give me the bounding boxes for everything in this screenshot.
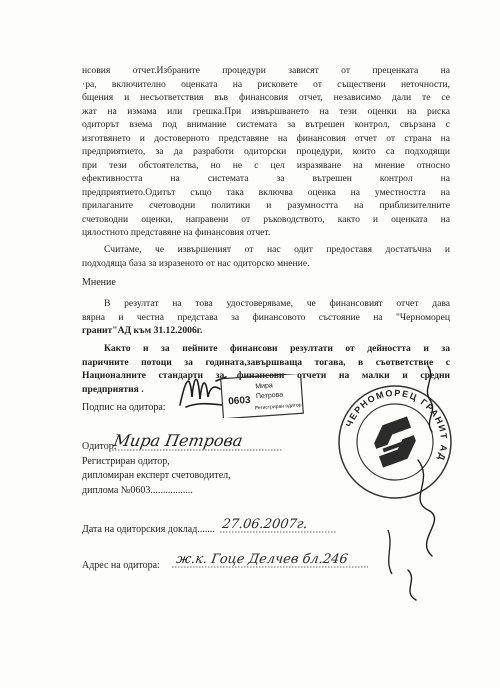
auditor-stamp-svg: [220, 374, 304, 418]
audit-procedures-paragraph: [82, 64, 450, 240]
director-signature: [378, 360, 458, 615]
text-line: прилаганите счетоводни политики и разумността на приблизителните: [82, 200, 450, 211]
auditor-address-label-text: Адрес на одитора:: [82, 560, 160, 571]
auditor-stamp: [220, 374, 304, 423]
text-line: предприятието, за да разработи одиторски процедури, които са подходящи: [82, 146, 450, 157]
diploma-expert-text: дипломиран експерт счетоводител,: [82, 470, 231, 481]
text-line: бщения и несъответствия във финансовия отчет, независимо дали те се: [82, 92, 450, 103]
handwritten-name-text: Мира Петрова: [112, 431, 245, 450]
text-line: ·ра, включително оценката на рисковете от съществени неточности,: [82, 78, 450, 90]
diploma-number: диплома №0603: [82, 485, 151, 496]
auditor-label: Одитор:: [82, 441, 117, 452]
handwritten-address-svg: [172, 548, 372, 572]
handwritten-date-text: 27.06.2007г.: [221, 517, 309, 532]
text-line: паричните потоци за годината,завършваща тогава, в съответствие с: [82, 356, 450, 368]
registered-auditor-text: Регистриран одитор,: [82, 456, 170, 467]
handwritten-date: [220, 513, 340, 540]
diploma-dots: .................: [150, 485, 193, 496]
text-line: жат на измама или грешка.При извършването на тези оценки на риска: [82, 105, 450, 117]
text-line: счетоводни оценки, направени от ръководството, както и оценката на: [82, 213, 450, 225]
text-line: предприятието.Одитът също така включва оценка на уместността на: [82, 186, 450, 198]
text-line: цялостното представяне на финансовия отчет.: [82, 227, 271, 238]
diploma-number-text: [82, 485, 193, 496]
text-line: изготвянето и достоверното представяне на финансовия отчет от страна на: [82, 132, 450, 144]
stamp-first-name: Мира: [255, 382, 274, 391]
sufficiency-paragraph: [82, 243, 450, 270]
seal-ring-text: ЧЕРНОМОРЕЦ ГРАНИТ АД: [343, 387, 450, 463]
opinion-heading: Мнение: [82, 277, 116, 288]
handwritten-address-text: ж.к. Гоце Делчев бл.246: [175, 552, 349, 567]
handwritten-date-svg: [220, 513, 340, 535]
text-line: подходяща база за изразеното от нас одиторско мнение.: [82, 257, 310, 269]
text-line: предприятия .: [82, 383, 144, 395]
text-line: Както и за пейните финансови резултати от дейността и за: [104, 343, 450, 354]
text-line: Националните стандарти за финансови отчети на малки и средни: [82, 370, 450, 381]
text-line: одиторът взема под внимание системата за вътрешен контрол, свързана с: [82, 119, 450, 130]
text-line: В резултат на това удостоверяваме, че финансовият отчет дава: [104, 298, 450, 309]
stamp-number: 0603: [227, 394, 251, 408]
text-line: гранит"АД към 31.12.2006г.: [82, 325, 203, 336]
signature-label: Подпис на одитора:: [82, 402, 166, 413]
text-line: вярна и честна представа за финансовото състояние на "Черноморец: [82, 311, 450, 323]
handwritten-auditor-name: [112, 428, 292, 459]
handwritten-name-svg: [112, 428, 292, 454]
director-signature-scribble-icon: [378, 360, 458, 610]
text-line: нсовия отчет.Избраните процедури зависят от преценката на: [82, 65, 450, 76]
handwritten-address: [172, 548, 372, 577]
text-line: при тези обстоятелства, но не с цел изразяване на мнение относно: [82, 159, 450, 171]
auditor-address-label: [82, 560, 160, 571]
report-date-label: Дата на одиторския доклад.......: [82, 524, 215, 535]
text-line: Считаме, че извършеният от нас одит предоставя достатъчна и: [104, 244, 450, 255]
opinion-paragraph: [82, 297, 450, 338]
text-line: ефективността на системата за вътрешен контрол на: [82, 173, 450, 184]
stamp-caption: Регистриран одитор: [254, 402, 302, 412]
report-date-label-text: Дата на одиторския доклад: [82, 524, 198, 535]
stamp-last-name: Петрова: [255, 391, 284, 401]
